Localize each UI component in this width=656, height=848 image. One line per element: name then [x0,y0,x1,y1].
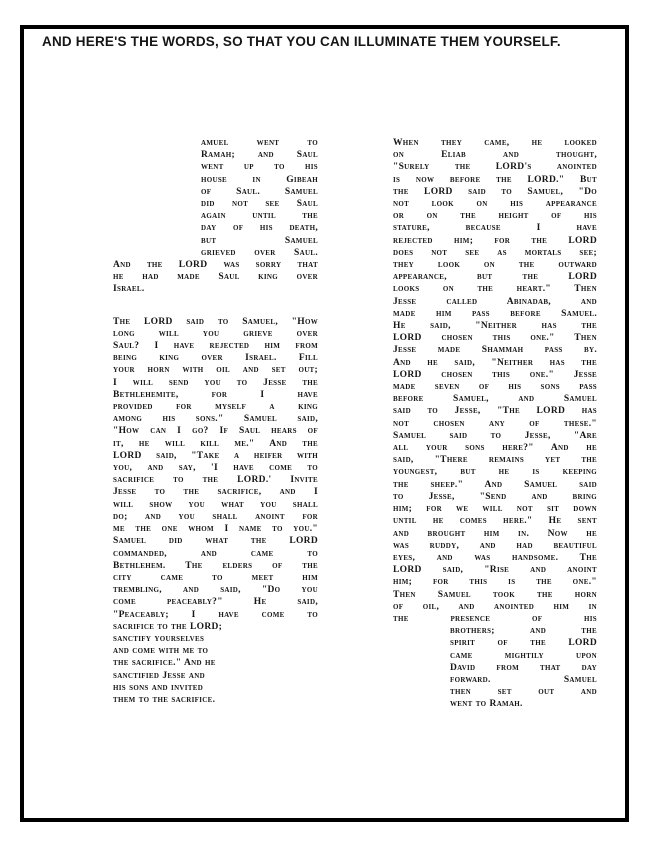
text-line: the LORD said to Samuel, "Do [393,186,597,197]
text-line: made him pass before Samuel. [393,308,597,319]
text-line: long will you grieve over [113,328,318,339]
text-line: appearance, but the LORD [393,272,597,283]
text-line: it, he will kill me." And the [113,438,318,449]
text-line: sacrifice to the LORD; [113,621,223,632]
text-line: said, "There remains yet the [393,455,597,466]
text-line: come peaceably?" He said, [113,597,318,608]
text-line: or on the height of his [393,211,597,222]
text-line: to Jesse, "Send and bring [393,491,597,502]
text-line: amuel went to [201,138,318,148]
text-line: LORD said, "Rise and anoint [393,565,597,576]
text-line: went up to his [201,162,318,173]
text-line: then set out and [450,687,597,698]
text-line: him; for we will not sit down [393,504,597,515]
text-line: before Samuel, and Samuel [393,394,597,405]
text-line: among his sons." Samuel said, [113,414,318,425]
text-line: will show you what you shall [113,499,318,510]
text-line: David from that day [450,662,597,673]
text-line: When they came, he looked [393,138,597,148]
text-line: do; and you shall anoint for [113,511,318,522]
text-line: day of his death, [201,223,318,234]
text-line: he had made Saul king over [113,272,318,283]
text-line: city came to meet him [113,572,318,583]
text-line: youngest, but he is keeping [393,467,597,478]
text-line: Jesse called Abinadab, and [393,296,597,307]
text-line: "Surely the LORD's anointed [393,162,597,173]
text-line: sanctify yourselves [113,633,205,644]
text-line: trembling, and said, "Do you [113,585,318,596]
text-line: eyes, and was handsome. The [393,552,597,563]
text-line: all your sons here?" And he [393,443,597,454]
text-line: provided for myself a king [113,402,318,413]
paragraph [113,316,318,707]
text-line: "How can I go? If Saul hears of [113,426,318,437]
text-line: him; for this is the one." [393,577,597,588]
text-line: Then Samuel took the horn [393,589,597,600]
text-line: sacrifice to the LORD.' Invite [113,475,318,486]
text-line: came mightily upon [450,650,597,661]
text-line: looks on the heart." Then [393,284,597,295]
text-line: the presence of his [393,613,597,624]
text-line: of oil, and anointed him in [393,601,597,612]
text-line: his sons and invited [113,682,204,693]
text-line: did not see Saul [201,199,318,210]
text-line: you, and say, 'I have come to [113,463,318,474]
text-line: The LORD said to Samuel, "How [113,316,318,327]
text-line: not look on his appearance [393,199,597,210]
text-line: does not see as mortals see; [393,247,597,258]
text-line: Saul? I have rejected him from [113,341,318,352]
text-line: went to Ramah. [450,699,523,710]
text-line: brothers; and the [450,626,597,637]
text-line: And the LORD was sorry that [113,260,318,271]
text-line: LORD said, "Take a heifer with [113,450,318,461]
text-line: Samuel said to Jesse, "Are [393,430,597,441]
text-line: again until the [201,211,318,222]
text-line: the sacrifice." And he [113,658,216,669]
text-line: and brought him in. Now he [393,528,597,539]
text-line: stature, because I have [393,223,597,234]
text-line: spirit of the LORD [450,638,597,649]
text-line: is now before the LORD." But [393,174,597,185]
text-line: He said, "Neither has the [393,321,597,332]
text-line: house in Gibeah [201,174,318,185]
text-line: LORD chosen this one." Then [393,333,597,344]
text-line: made seven of his sons pass [393,382,597,393]
text-line: grieved over Saul. [201,247,318,258]
text-line: forward. Samuel [450,674,597,685]
text-line: until he comes here." He sent [393,516,597,527]
text-line: Bethlehem. The elders of the [113,560,318,571]
text-line: and come with me to [113,646,209,657]
paragraph [113,137,318,296]
text-line: on Eliab and thought, [393,150,597,161]
text-line: rejected him; for the LORD [393,235,597,246]
caption-text: AND HERE'S THE WORDS, SO THAT YOU CAN ILLUMINATE THEM YOURSELF. [42,34,561,49]
text-line: Jesse made Shammah pass by. [393,345,597,356]
text-line: Israel. [113,284,145,295]
text-line: I will send you to Jesse the [113,377,318,388]
text-line: was ruddy, and had beautiful [393,540,597,551]
text-line: but Samuel [201,235,318,246]
text-line: Ramah; and Saul [201,150,318,161]
text-line: the sheep." And Samuel said [393,479,597,490]
text-line: "Peaceably; I have come to [113,609,318,620]
text-line: Samuel did what the LORD [113,536,318,547]
text-line: sanctified Jesse and [113,670,205,681]
paragraph [393,137,597,711]
scripture-column-right [393,137,597,711]
text-line: not chosen any of these." [393,418,597,429]
panel-border [20,25,629,822]
text-line: your horn with oil and set out; [113,365,318,376]
text-line: of Saul. Samuel [201,186,318,197]
scripture-column-left [113,137,318,706]
text-line: said to Jesse, "The LORD has [393,406,597,417]
text-line: Jesse to the sacrifice, and I [113,487,318,498]
text-line: being king over Israel. Fill [113,353,318,364]
text-line: LORD chosen this one." Jesse [393,369,597,380]
text-line: commanded, and came to [113,548,318,559]
text-line: And he said, "Neither has the [393,357,597,368]
text-line: they look on the outward [393,260,597,271]
text-line: me the one whom I name to you." [113,524,318,535]
text-line: Bethlehemite, for I have [113,389,318,400]
text-line: them to the sacrifice. [113,694,216,705]
